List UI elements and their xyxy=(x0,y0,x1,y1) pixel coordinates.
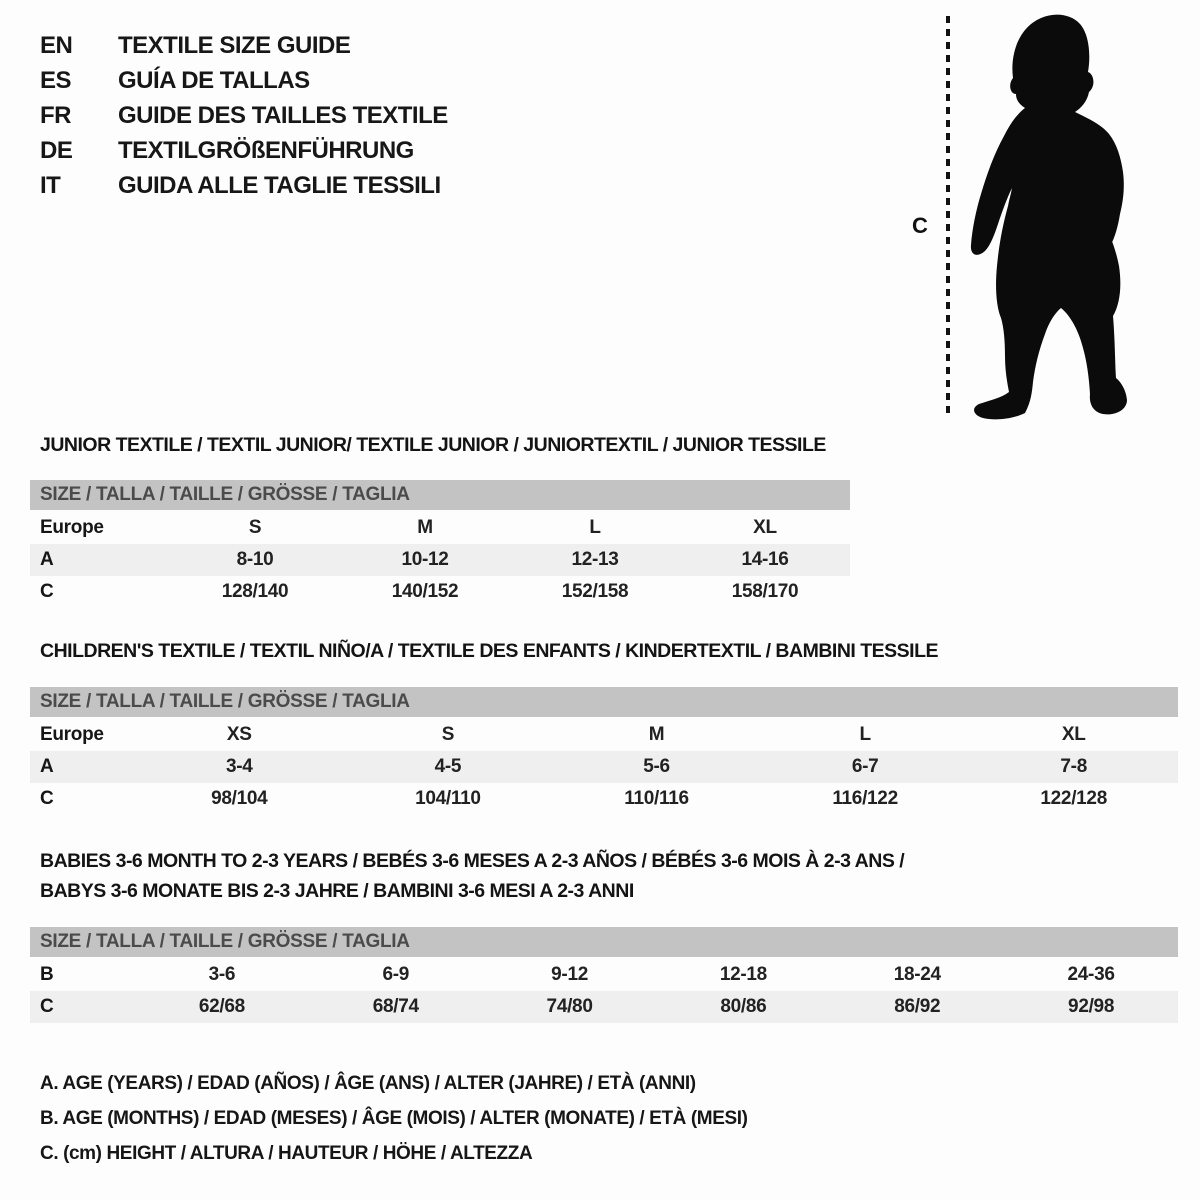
height-cell: 80/86 xyxy=(720,996,767,1017)
table-row-europe xyxy=(30,719,1178,751)
junior-section-title: JUNIOR TEXTILE / TEXTIL JUNIOR/ TEXTILE JUNIOR / JUNIORTEXTIL / JUNIOR TESSILE xyxy=(40,434,826,456)
legend-line-c: C. (cm) HEIGHT / ALTURA / HAUTEUR / HÖHE / ALTEZZA xyxy=(40,1143,533,1164)
age-cell: 6-7 xyxy=(851,756,879,777)
row-label: B xyxy=(40,964,54,985)
height-cell: 158/170 xyxy=(731,581,799,602)
row-label: A xyxy=(40,549,54,570)
table-row-height xyxy=(30,576,850,608)
size-cell: S xyxy=(248,517,262,538)
babies-title-line1: BABIES 3-6 MONTH TO 2-3 YEARS / BEBÉS 3-6 MESES A 2-3 AÑOS / BÉBÉS 3-6 MOIS À 2-3 ANS / xyxy=(40,850,905,872)
months-cell: 9-12 xyxy=(551,964,588,985)
age-cell: 7-8 xyxy=(1060,756,1087,777)
size-cell: S xyxy=(441,724,455,745)
guide-title: TEXTILE SIZE GUIDE xyxy=(118,32,351,59)
language-row xyxy=(40,28,448,63)
language-code: IT xyxy=(40,172,61,199)
months-cell: 18-24 xyxy=(893,964,941,985)
guide-title: GUÍA DE TALLAS xyxy=(118,67,310,94)
junior-size-table xyxy=(30,512,850,608)
table-row-europe xyxy=(30,512,850,544)
language-row xyxy=(40,133,448,168)
size-cell: M xyxy=(417,517,433,538)
age-cell: 5-6 xyxy=(643,756,670,777)
table-row-months xyxy=(30,959,1178,991)
height-cell: 74/80 xyxy=(546,996,593,1017)
age-cell: 8-10 xyxy=(236,549,274,570)
toddler-silhouette-icon xyxy=(963,10,1141,422)
height-cell: 104/110 xyxy=(415,788,481,809)
age-cell: 12-13 xyxy=(571,549,619,570)
months-cell: 3-6 xyxy=(208,964,236,985)
language-title-list xyxy=(40,28,448,203)
height-cell: 98/104 xyxy=(211,788,268,809)
table-row-age xyxy=(30,751,1178,783)
row-label: A xyxy=(40,756,54,777)
language-row xyxy=(40,63,448,98)
size-header-bar: SIZE / TALLA / TAILLE / GRÖSSE / TAGLIA xyxy=(30,480,850,510)
height-cell: 86/92 xyxy=(894,996,941,1017)
guide-title: TEXTILGRÖßENFÜHRUNG xyxy=(118,137,414,164)
size-header-bar: SIZE / TALLA / TAILLE / GRÖSSE / TAGLIA xyxy=(30,927,1178,957)
language-code: DE xyxy=(40,137,73,164)
language-row xyxy=(40,98,448,133)
measurement-legend xyxy=(40,1066,748,1171)
legend-line-a: A. AGE (YEARS) / EDAD (AÑOS) / ÂGE (ANS) / ALTER (JAHRE) / ETÀ (ANNI) xyxy=(40,1073,696,1094)
language-row xyxy=(40,168,448,203)
height-cell: 62/68 xyxy=(198,996,245,1017)
height-cell: 68/74 xyxy=(372,996,419,1017)
row-label: C xyxy=(40,996,54,1017)
size-cell: XS xyxy=(226,724,252,745)
row-label: Europe xyxy=(40,517,104,538)
size-cell: M xyxy=(648,724,665,745)
age-cell: 3-4 xyxy=(226,756,253,777)
children-section-title: CHILDREN'S TEXTILE / TEXTIL NIÑO/A / TEXTILE DES ENFANTS / KINDERTEXTIL / BAMBINI TESSILE xyxy=(40,640,939,662)
language-code: FR xyxy=(40,102,71,129)
babies-size-table xyxy=(30,959,1178,1023)
height-cell: 110/116 xyxy=(624,788,689,809)
age-cell: 10-12 xyxy=(401,549,449,570)
row-label: C xyxy=(40,788,54,809)
age-cell: 4-5 xyxy=(434,756,462,777)
height-dashed-line-icon xyxy=(946,16,950,416)
babies-section-title xyxy=(40,846,904,906)
size-cell: L xyxy=(859,724,871,745)
months-cell: 12-18 xyxy=(719,964,767,985)
children-size-table xyxy=(30,719,1178,815)
size-header-bar: SIZE / TALLA / TAILLE / GRÖSSE / TAGLIA xyxy=(30,687,1178,717)
size-cell: XL xyxy=(1061,724,1086,745)
language-code: ES xyxy=(40,67,72,94)
size-cell: L xyxy=(589,517,601,538)
height-cell: 152/158 xyxy=(561,581,629,602)
size-cell: XL xyxy=(753,517,777,538)
height-cell: 122/128 xyxy=(1040,788,1107,809)
months-cell: 24-36 xyxy=(1067,964,1115,985)
legend-line-b: B. AGE (MONTHS) / EDAD (MESES) / ÂGE (MOIS) / ALTER (MONATE) / ETÀ (MESI) xyxy=(40,1108,748,1129)
height-cell: 128/140 xyxy=(221,581,289,602)
table-row-height xyxy=(30,783,1178,815)
row-label: Europe xyxy=(40,724,104,745)
guide-title: GUIDA ALLE TAGLIE TESSILI xyxy=(118,172,441,199)
height-cell: 140/152 xyxy=(391,581,459,602)
guide-title: GUIDE DES TAILLES TEXTILE xyxy=(118,102,448,129)
language-code: EN xyxy=(40,32,73,59)
row-label: C xyxy=(40,581,54,602)
age-cell: 14-16 xyxy=(741,549,789,570)
months-cell: 6-9 xyxy=(382,964,410,985)
table-row-height xyxy=(30,991,1178,1023)
babies-title-line2: BABYS 3-6 MONATE BIS 2-3 JAHRE / BAMBINI 3-6 MESI A 2-3 ANNI xyxy=(40,880,634,902)
height-measure-label: C xyxy=(912,213,928,238)
height-cell: 92/98 xyxy=(1068,996,1115,1017)
table-row-age xyxy=(30,544,850,576)
height-cell: 116/122 xyxy=(832,788,898,809)
